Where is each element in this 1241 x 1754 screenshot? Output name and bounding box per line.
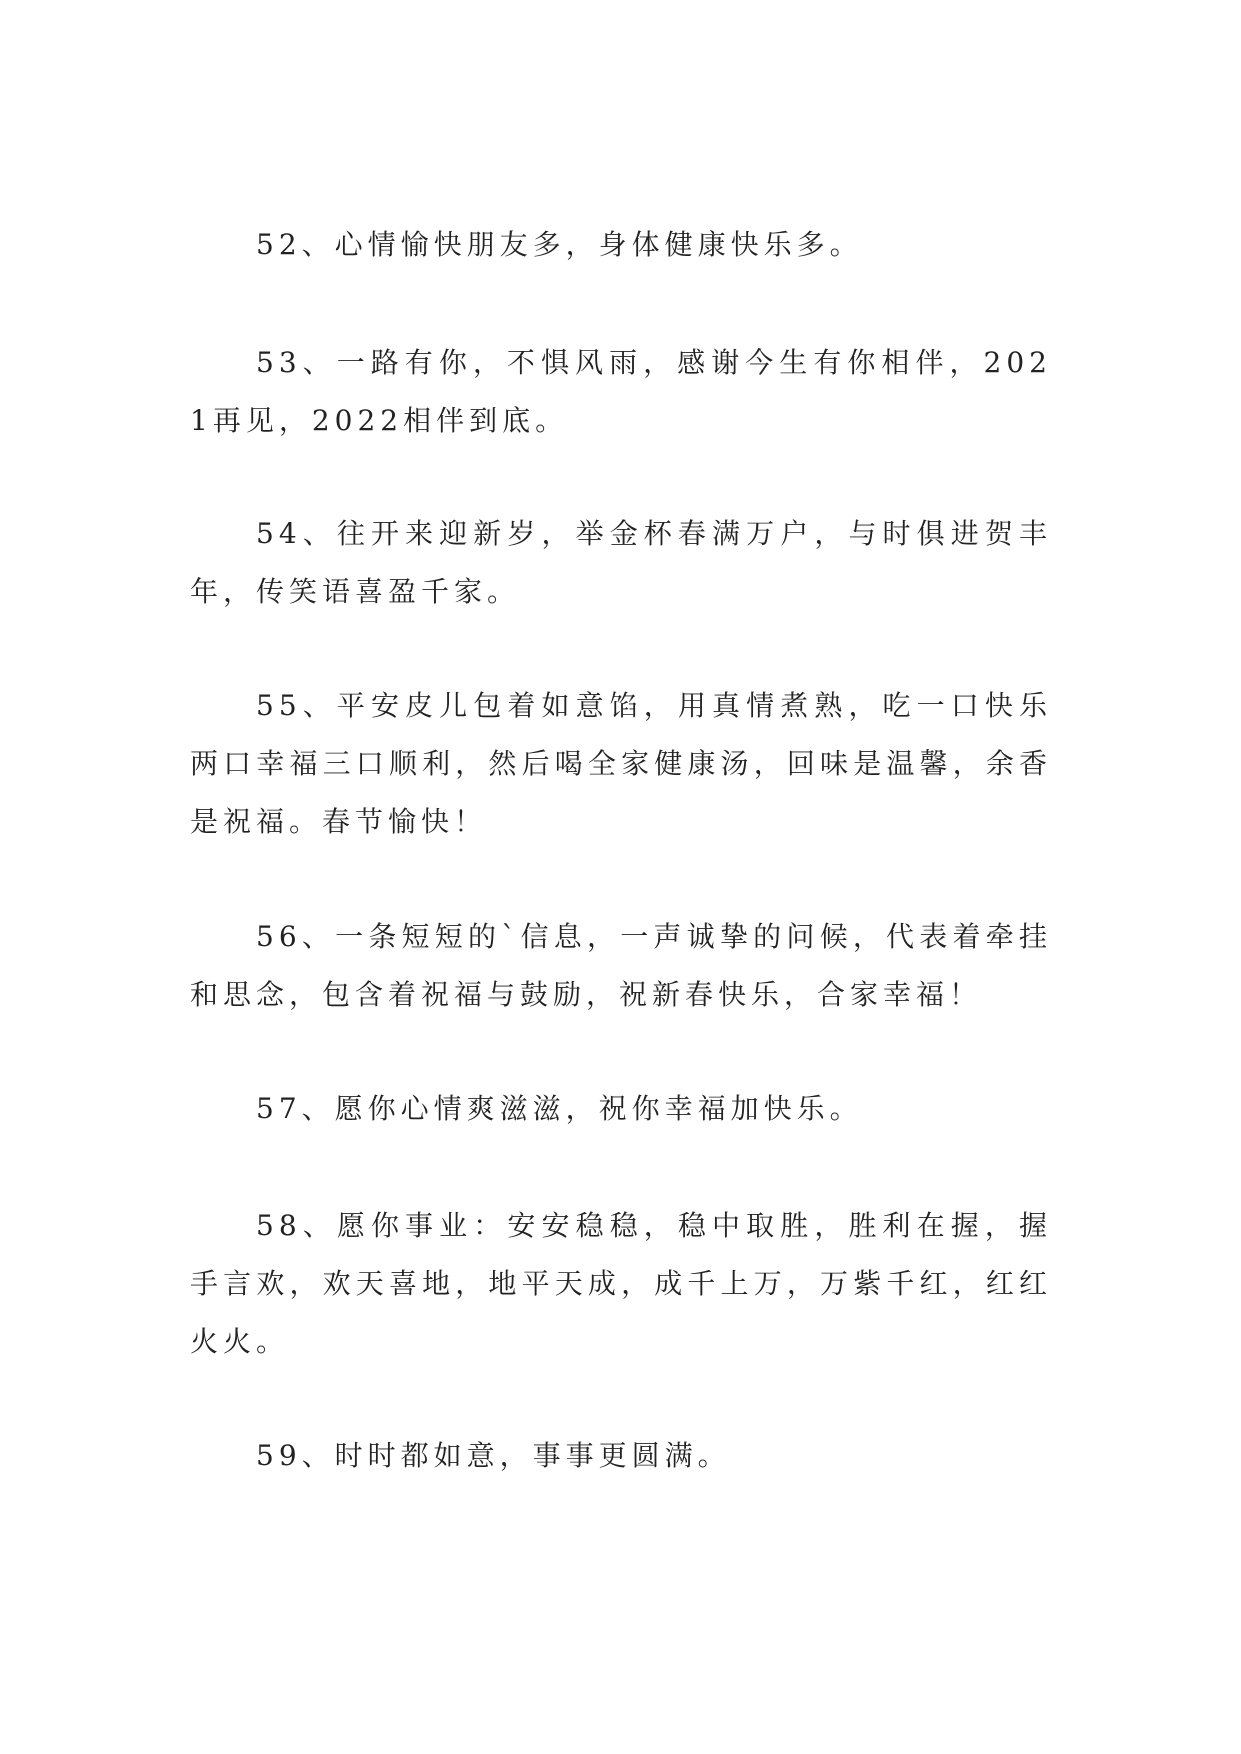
paragraph-52: 52、心情愉快朋友多，身体健康快乐多。 [256,228,863,261]
paragraph-59: 59、时时都如意，事事更圆满。 [256,1439,731,1472]
paragraph-55: 55、平安皮儿包着如意馅，用真情煮熟，吃一口快乐两口幸福三口顺利，然后喝全家健康汤，回味是温馨，余香是祝福。春节愉快！ [190,689,1052,838]
paragraph-54: 54、往开来迎新岁，举金杯春满万户，与时俱进贺丰年，传笑语喜盈千家。 [190,517,1052,608]
paragraph-58: 58、愿你事业：安安稳稳，稳中取胜，胜利在握，握手言欢，欢天喜地，地平天成，成千上万，万紫千红，红红火火。 [190,1209,1052,1358]
paragraph-53: 53、一路有你，不惧风雨，感谢今生有你相伴，2021再见，2022相伴到底。 [190,346,1052,437]
paragraph-57: 57、愿你心情爽滋滋，祝你幸福加快乐。 [256,1092,863,1125]
paragraph-56: 56、一条短短的`信息，一声诚挚的问候，代表着牵挂和思念，包含着祝福与鼓励，祝新春快乐，合家幸福！ [190,920,1052,1011]
